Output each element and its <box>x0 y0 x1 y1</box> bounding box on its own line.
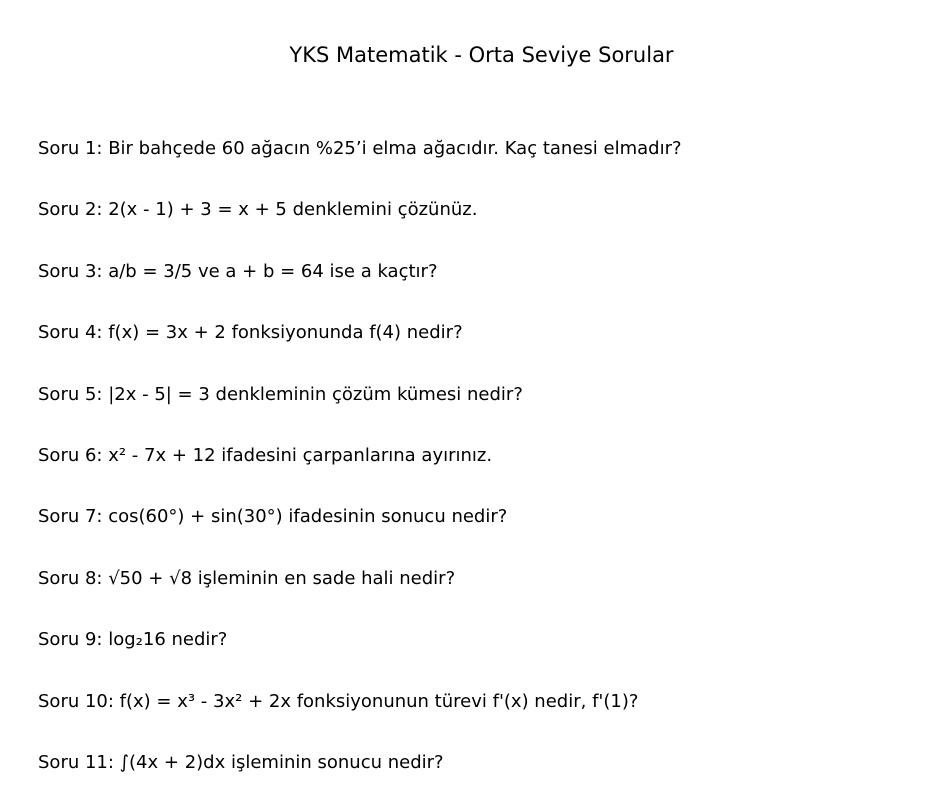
question-11: Soru 11: ∫(4x + 2)dx işleminin sonucu nedir? <box>38 751 444 773</box>
question-4: Soru 4: f(x) = 3x + 2 fonksiyonunda f(4) nedir? <box>38 322 463 344</box>
question-5: Soru 5: |2x - 5| = 3 denkleminin çözüm kümesi nedir? <box>38 383 523 405</box>
question-7: Soru 7: cos(60°) + sin(30°) ifadesinin sonucu nedir? <box>38 506 508 528</box>
question-8: Soru 8: √50 + √8 işleminin en sade hali nedir? <box>38 567 456 589</box>
question-1: Soru 1: Bir bahçede 60 ağacın %25’i elma ağacıdır. Kaç tanesi elmadır? <box>38 138 682 159</box>
document-title: YKS Matematik - Orta Seviye Sorular <box>289 43 674 67</box>
question-10: Soru 10: f(x) = x³ - 3x² + 2x fonksiyonunun türevi f'(x) nedir, f'(1)? <box>38 690 639 712</box>
question-2: Soru 2: 2(x - 1) + 3 = x + 5 denklemini çözünüz. <box>38 199 478 221</box>
question-3: Soru 3: a/b = 3/5 ve a + b = 64 ise a kaçtır? <box>38 260 438 282</box>
question-6: Soru 6: x² - 7x + 12 ifadesini çarpanlarına ayırınız. <box>38 444 493 466</box>
question-list <box>38 135 682 810</box>
question-9: Soru 9: log₂16 nedir? <box>38 629 228 651</box>
